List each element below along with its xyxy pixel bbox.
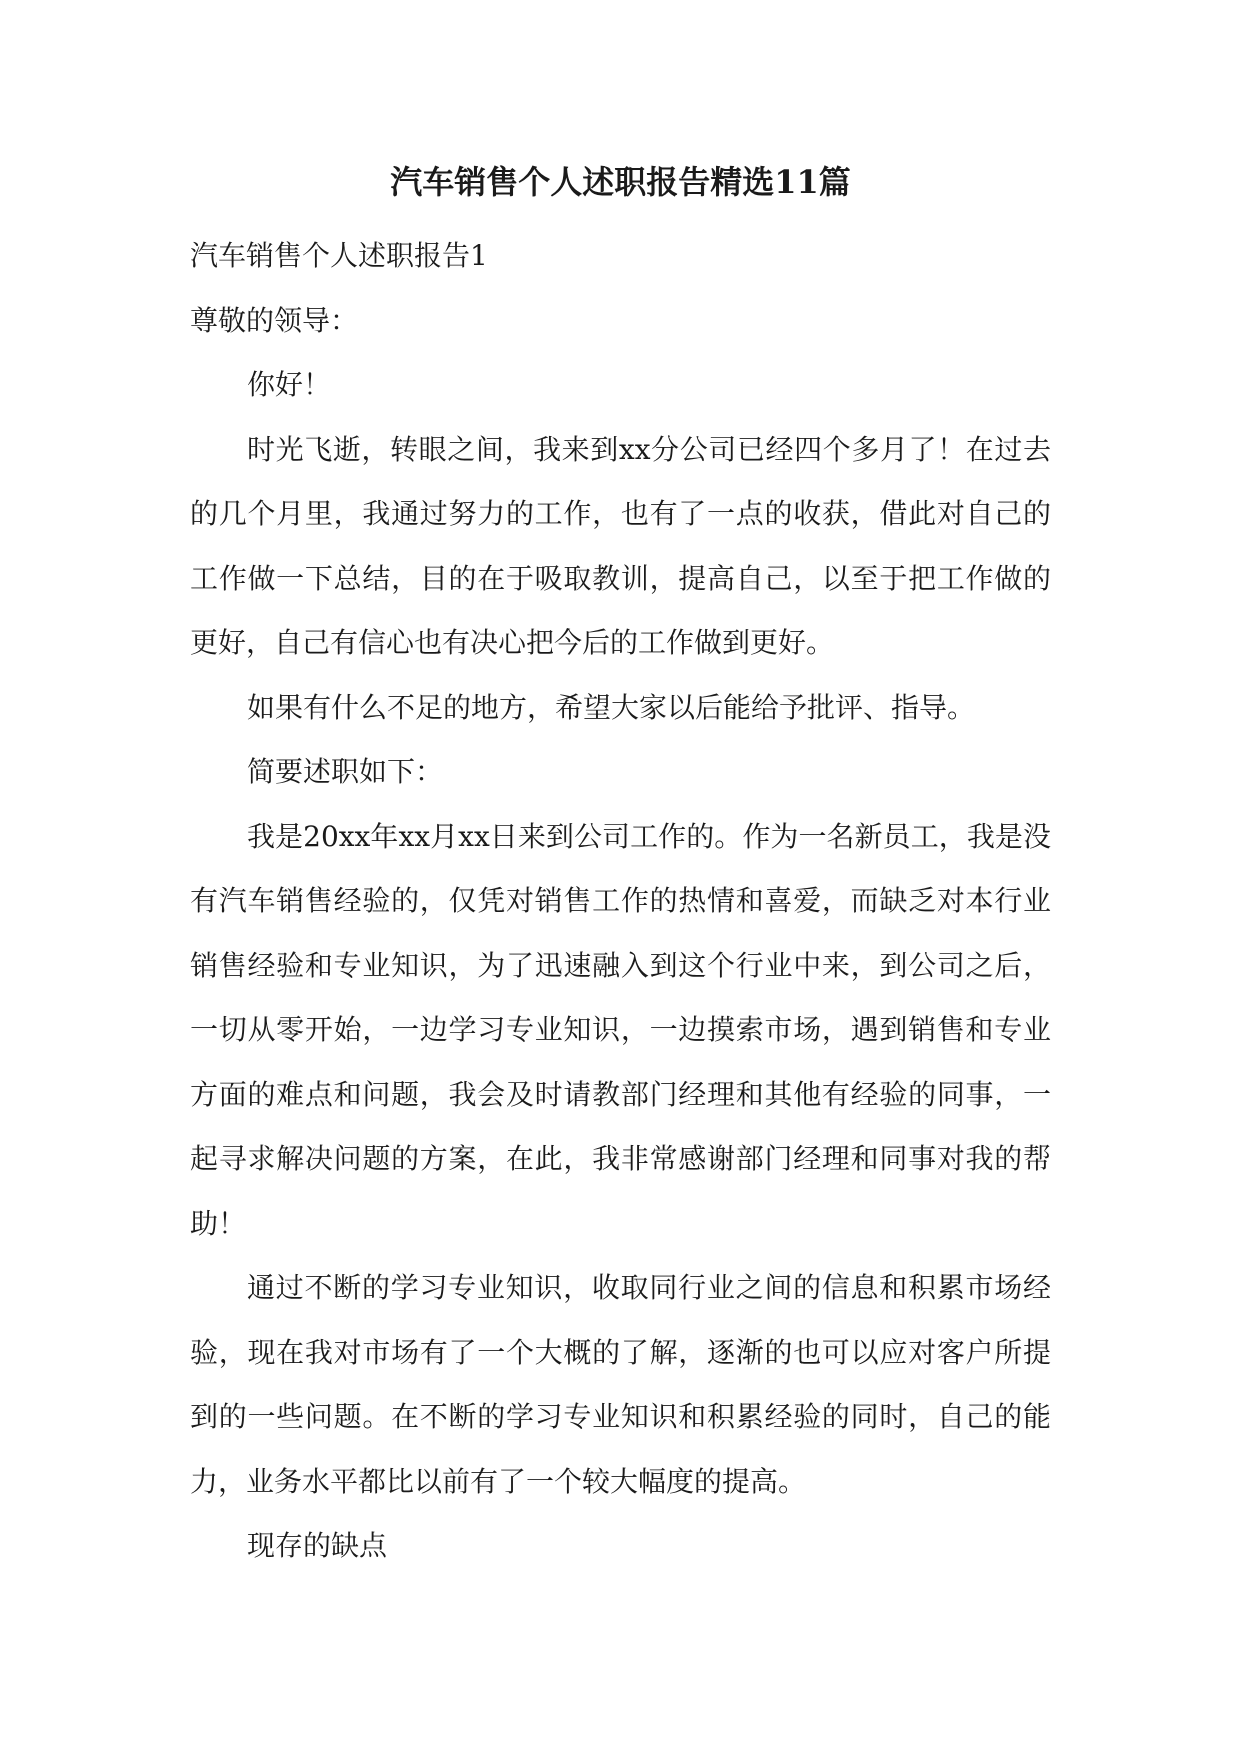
salutation: 尊敬的领导： [190, 303, 359, 337]
paragraph-summary-lead: 简要述职如下： [247, 755, 444, 788]
paragraph-progress: 通过不断的学习专业知识，收取同行业之间的信息和积累市场经验，现在我对市场有了一个大概的了解，逐渐的也可以应对客户所提到的一些问题。在不断的学习专业知识和积累经验的同时，自己的能力，业务水平都比以前有了一个较大幅度的提高。 [190, 1271, 1051, 1498]
paragraph-shortcomings-heading: 现存的缺点 [247, 1529, 388, 1562]
greeting: 你好！ [247, 368, 332, 401]
document-body [190, 224, 1051, 1579]
paragraph-intro: 时光飞逝，转眼之间，我来到xx分公司已经四个多月了！在过去的几个月里，我通过努力的工作，也有了一点的收获，借此对自己的工作做一下总结，目的在于吸取教训，提高自己，以至于把工作做的更好，自己有信心也有决心把今后的工作做到更好。 [190, 432, 1051, 659]
paragraph-background: 我是20xx年xx月xx日来到公司工作的。作为一名新员工，我是没有汽车销售经验的，仅凭对销售工作的热情和喜爱，而缺乏对本行业销售经验和专业知识，为了迅速融入到这个行业中来，到公司之后，一切从零开始，一边学习专业知识，一边摸索市场，遇到销售和专业方面的难点和问题，我会及时请教部门经理和其他有经验的同事，一起寻求解决问题的方案，在此，我非常感谢部门经理和同事对我的帮助！ [190, 819, 1051, 1240]
document-title: 汽车销售个人述职报告精选11篇 [390, 163, 851, 201]
paragraph-feedback: 如果有什么不足的地方，希望大家以后能给予批评、指导。 [247, 690, 976, 724]
section-heading: 汽车销售个人述职报告1 [190, 239, 488, 272]
